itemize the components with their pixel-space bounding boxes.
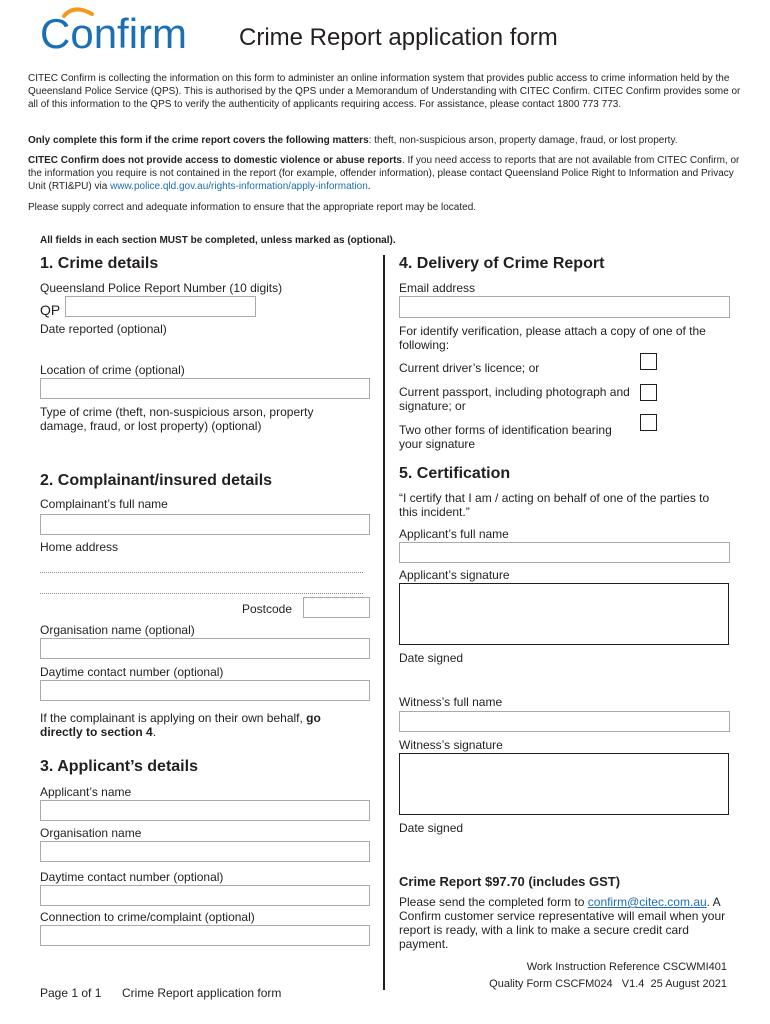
verification-text: For identify verification, please attach a copy of one of the following: (399, 324, 706, 352)
note-end: . (152, 725, 157, 739)
option-drivers-licence-checkbox[interactable] (640, 353, 657, 370)
email-label: Email address (399, 281, 476, 295)
option-passport-label: Current passport, including photograph and signature; or (399, 385, 630, 413)
fee-heading: Crime Report $97.70 (includes GST) (399, 874, 621, 889)
crime-type-label: Type of crime (theft, non-suspicious arson, property damage, fraud, or lost property) (optional) (40, 405, 314, 433)
intro-3-rest: . If you need access to reports that are not available from CITEC Confirm, or the information you require is not contained in the report (for example, offender information), please contact Queensland Police Right to Information and Privacy Unit (RTI&PU) via (28, 155, 740, 192)
report-number-input[interactable] (65, 296, 256, 317)
fee-text-rest: . A Confirm customer service representative will email when your report is ready, with a link to make a secure credit card payment. (399, 895, 726, 951)
complainant-org-label: Organisation name (optional) (40, 623, 195, 637)
footer-form-name: Crime Report application form (122, 986, 282, 1000)
option-passport-checkbox[interactable] (640, 384, 657, 401)
intro-2-rest: : theft, non-suspicious arson, property damage, fraud, or lost property. (368, 135, 678, 146)
witness-name-label: Witness’s full name (399, 695, 503, 709)
complainant-phone-label: Daytime contact number (optional) (40, 665, 224, 679)
complainant-org-input[interactable] (40, 638, 370, 659)
location-input[interactable] (40, 378, 370, 399)
confirm-email-link[interactable]: confirm@citec.com.au (587, 895, 707, 909)
witness-signature-box[interactable] (399, 753, 729, 815)
postcode-input[interactable] (303, 597, 370, 618)
home-address-label: Home address (40, 540, 119, 554)
intro-3-bold: CITEC Confirm does not provide access to domestic violence or abuse reports (28, 155, 402, 166)
complainant-name-label: Complainant’s full name (40, 497, 168, 511)
applicant-name-input[interactable] (40, 800, 370, 821)
intro-paragraph-3 (28, 154, 744, 193)
witness-signature-label: Witness’s signature (399, 738, 503, 752)
logo-text: Confirm (40, 10, 188, 56)
rti-link[interactable]: www.police.qld.gov.au/rights-information/apply-information (110, 181, 368, 192)
address-line-1[interactable] (40, 572, 363, 573)
qp-prefix: QP (40, 302, 61, 318)
certify-name-label: Applicant’s full name (399, 527, 509, 541)
location-label: Location of crime (optional) (40, 363, 185, 377)
postcode-label: Postcode (242, 602, 293, 616)
own-behalf-note (40, 711, 365, 739)
date-signed-label-1: Date signed (399, 651, 464, 665)
section-3-heading: 3. Applicant’s details (40, 758, 198, 775)
note-prefix: If the complainant is applying on their own behalf, (40, 711, 307, 725)
footer-quality: Quality Form CSCFM024 V1.4 25 August 2021 (489, 978, 727, 990)
intro-3-end: . (367, 181, 371, 192)
email-input[interactable] (399, 296, 730, 318)
option-drivers-licence-label: Current driver’s licence; or (399, 361, 540, 375)
fee-text-prefix: Please send the completed form to (399, 895, 588, 909)
connection-label: Connection to crime/complaint (optional) (40, 910, 255, 924)
intro-paragraph-4: Please supply correct and adequate information to ensure that the appropriate report may be located. (28, 202, 477, 213)
option-two-ids-label: Two other forms of identification bearing your signature (399, 423, 612, 451)
applicant-signature-label: Applicant’s signature (399, 568, 510, 582)
address-line-2[interactable] (40, 593, 363, 594)
report-number-label: Queensland Police Report Number (10 digits) (40, 281, 283, 295)
intro-paragraph-1: CITEC Confirm is collecting the information on this form to administer an online information system that provides public access to crime information held by the Queensland Police Service (QPS). This is authorised by the QPS under a Memorandum of Understanding with CITEC Confirm. CITEC Confirm provides some or all of this information to the QPS to verify the authenticity of applicants requiring access. For assistance, please contact 1800 773 773. (28, 73, 741, 110)
section-1-heading: 1. Crime details (40, 255, 159, 272)
connection-input[interactable] (40, 925, 370, 946)
applicant-signature-box[interactable] (399, 583, 729, 645)
applicant-org-label: Organisation name (40, 826, 142, 840)
intro-paragraph-2 (28, 134, 744, 147)
intro-2-bold: Only complete this form if the crime report covers the following matters (28, 135, 369, 146)
footer-reference: Work Instruction Reference CSCWMI401 (526, 961, 727, 973)
note-bold: go directly to section 4 (40, 711, 321, 739)
date-reported-label: Date reported (optional) (40, 322, 167, 336)
applicant-phone-input[interactable] (40, 885, 370, 906)
witness-name-input[interactable] (399, 711, 730, 732)
page-title: Crime Report application form (239, 24, 558, 51)
all-fields-note: All fields in each section MUST be completed, unless marked as (optional). (40, 235, 396, 246)
section-5-heading: 5. Certification (399, 465, 511, 482)
confirm-logo (40, 6, 215, 56)
column-divider (383, 255, 385, 990)
option-two-ids-checkbox[interactable] (640, 414, 657, 431)
certify-name-input[interactable] (399, 542, 730, 563)
complainant-name-input[interactable] (40, 514, 370, 535)
applicant-org-input[interactable] (40, 841, 370, 862)
applicant-phone-label: Daytime contact number (optional) (40, 870, 224, 884)
certification-statement: “I certify that I am / acting on behalf of one of the parties to this incident.” (399, 491, 710, 519)
complainant-phone-input[interactable] (40, 680, 370, 701)
footer-page: Page 1 of 1 (40, 986, 102, 1000)
date-signed-label-2: Date signed (399, 821, 464, 835)
fee-instructions (399, 895, 729, 951)
applicant-name-label: Applicant’s name (40, 785, 132, 799)
section-4-heading: 4. Delivery of Crime Report (399, 255, 605, 272)
section-2-heading: 2. Complainant/insured details (40, 472, 273, 489)
